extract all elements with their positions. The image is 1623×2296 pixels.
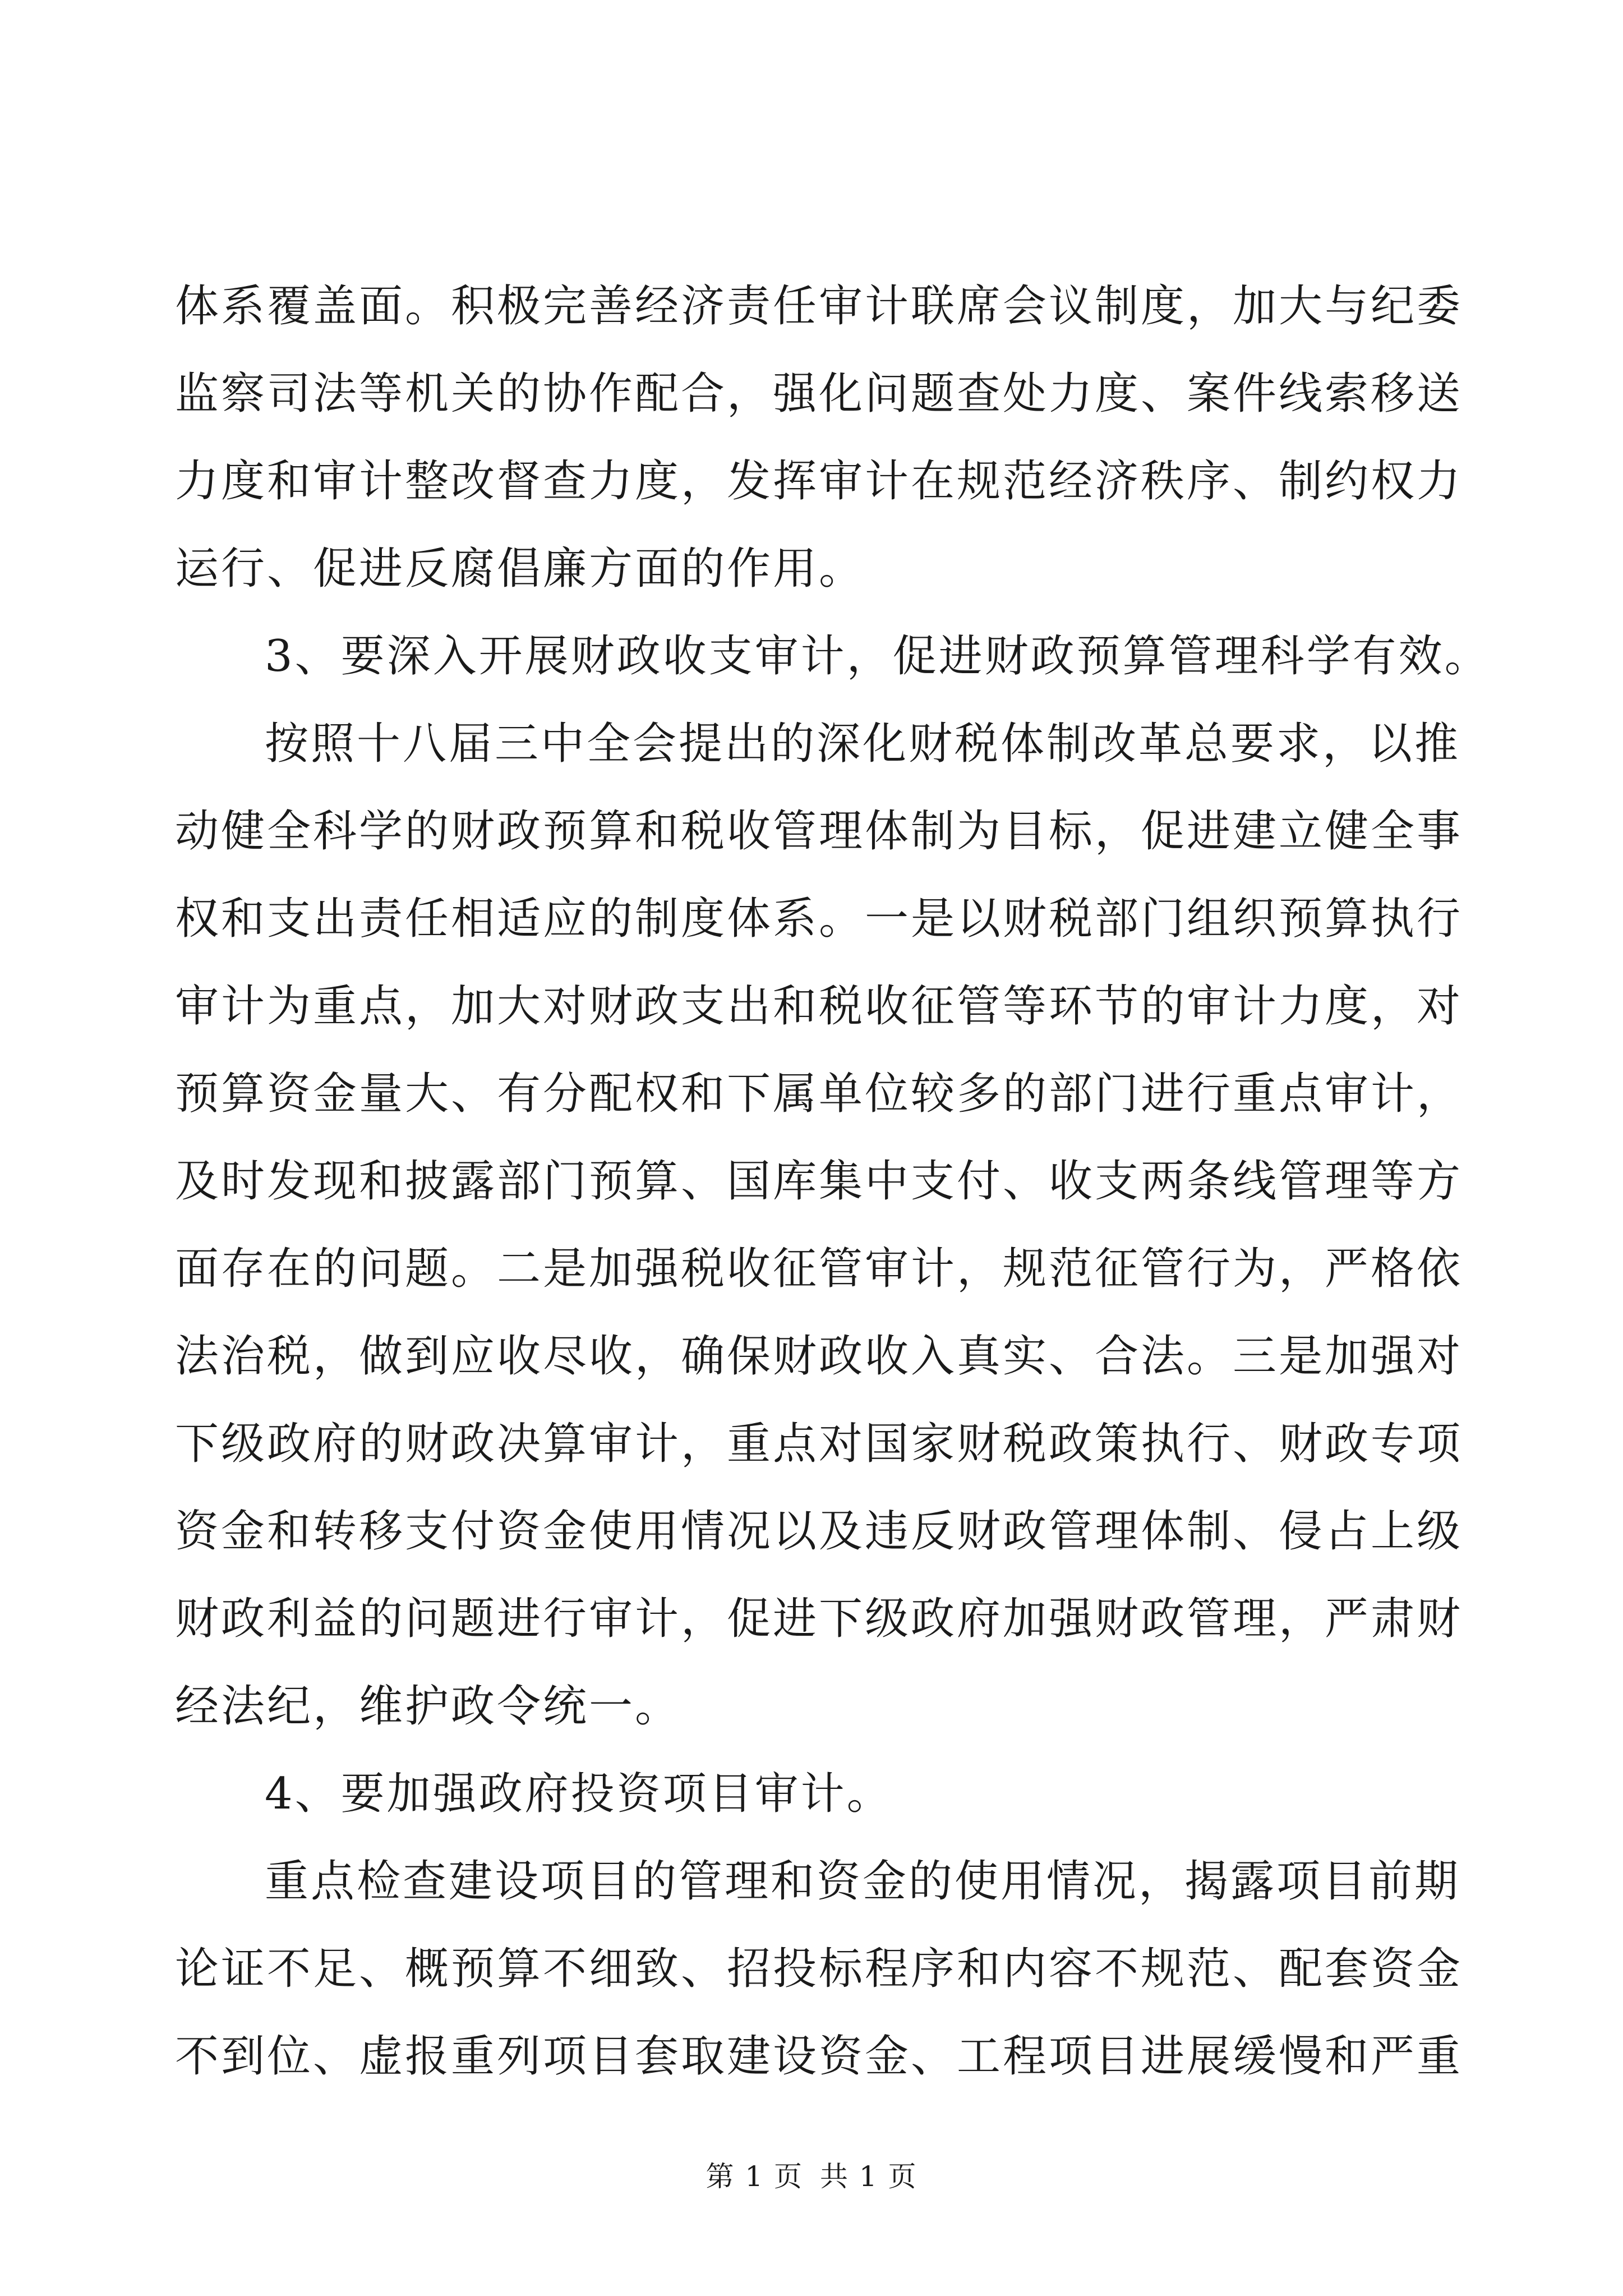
text-line: 下级政府的财政决算审计，重点对国家财税政策执行、财政专项 <box>175 1419 1463 1469</box>
page-total: 共 1 页 <box>819 2160 917 2193</box>
text-line: 权和支出责任相适应的制度体系。一是以财税部门组织预算执行 <box>175 894 1463 944</box>
text-line: 按照十八届三中全会提出的深化财税体制改革总要求，以推 <box>265 719 1461 769</box>
text-line: 资金和转移支付资金使用情况以及违反财政管理体制、侵占上级 <box>175 1506 1463 1557</box>
section-heading-4: 4、要加强政府投资项目审计。 <box>265 1769 893 1819</box>
text-line: 动健全科学的财政预算和税收管理体制为目标，促进建立健全事 <box>175 806 1463 857</box>
text-line: 重点检查建设项目的管理和资金的使用情况，揭露项目前期 <box>265 1856 1461 1907</box>
text-line: 面存在的问题。二是加强税收征管审计，规范征管行为，严格依 <box>175 1244 1463 1294</box>
page-footer <box>0 2154 1623 2194</box>
text-line: 预算资金量大、有分配权和下属单位较多的部门进行重点审计， <box>175 1069 1463 1119</box>
text-line: 监察司法等机关的协作配合，强化问题查处力度、案件线索移送 <box>175 369 1463 419</box>
text-line: 财政利益的问题进行审计，促进下级政府加强财政管理，严肃财 <box>175 1594 1463 1644</box>
text-line: 审计为重点，加大对财政支出和税收征管等环节的审计力度，对 <box>175 981 1463 1032</box>
page-number: 第 1 页 <box>706 2160 804 2193</box>
text-line: 力度和审计整改督查力度，发挥审计在规范经济秩序、制约权力 <box>175 456 1463 507</box>
text-line: 运行、促进反腐倡廉方面的作用。 <box>175 544 865 594</box>
text-line: 体系覆盖面。积极完善经济责任审计联席会议制度，加大与纪委 <box>175 281 1463 332</box>
document-body <box>175 263 1491 2100</box>
text-line: 经法纪，维护政令统一。 <box>175 1681 681 1732</box>
text-line: 及时发现和披露部门预算、国库集中支付、收支两条线管理等方 <box>175 1156 1463 1207</box>
text-line: 论证不足、概预算不细致、招投标程序和内容不规范、配套资金 <box>175 1944 1463 1994</box>
text-line: 不到位、虚报重列项目套取建设资金、工程项目进展缓慢和严重 <box>175 2031 1463 2082</box>
section-heading-3: 3、要深入开展财政收支审计，促进财政预算管理科学有效。 <box>265 631 1491 682</box>
text-line: 法治税，做到应收尽收，确保财政收入真实、合法。三是加强对 <box>175 1331 1463 1382</box>
